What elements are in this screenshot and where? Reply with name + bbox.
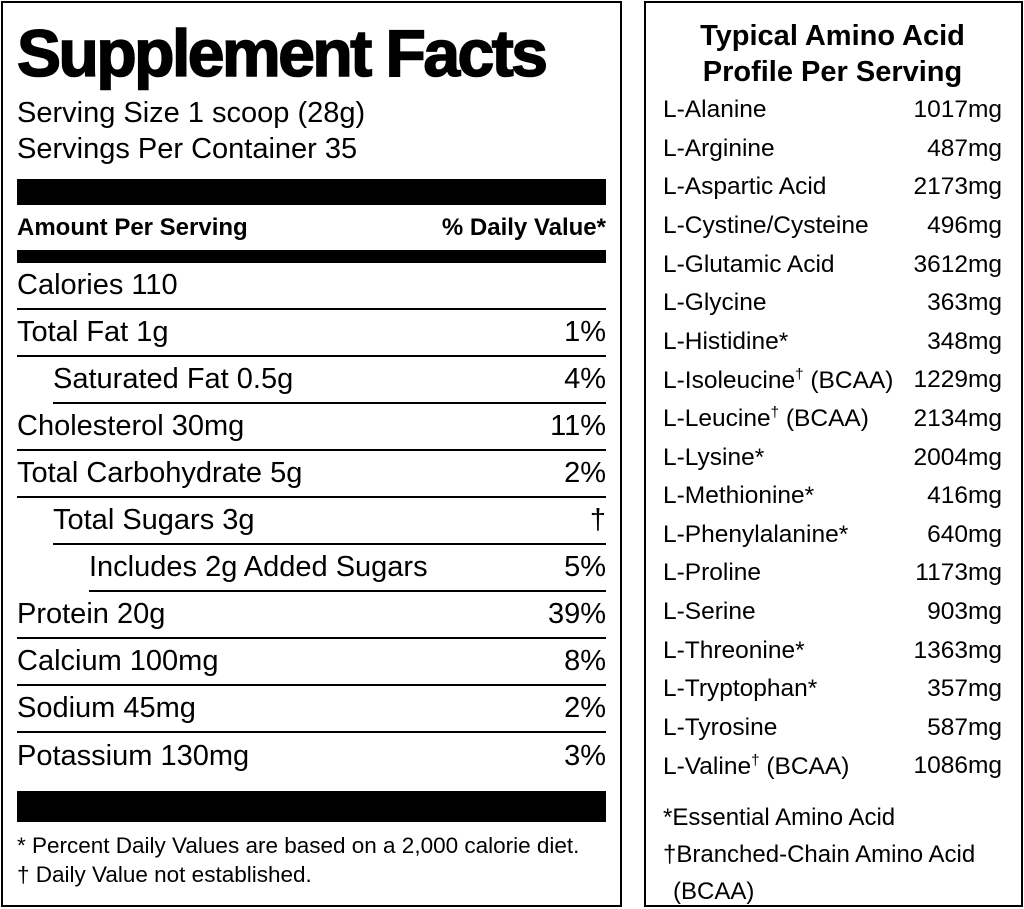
amino-acid-name: L-Tryptophan* xyxy=(663,675,818,703)
nutrition-row xyxy=(17,639,606,686)
nutrition-label: Includes 2g Added Sugars xyxy=(89,551,428,584)
amino-acid-name: L-Isoleucine† (BCAA) xyxy=(663,365,894,395)
amino-acid-name: L-Methionine* xyxy=(663,482,815,510)
nutrition-row xyxy=(17,592,606,639)
amino-acid-amount: 2004mg xyxy=(913,443,1002,471)
nutrition-label: Calcium 100mg xyxy=(17,645,219,678)
amino-acid-name: L-Glycine xyxy=(663,289,767,317)
amino-acid-rows xyxy=(663,91,1002,786)
amino-acid-amount: 2134mg xyxy=(913,405,1002,433)
footnote-daily-values: * Percent Daily Values are based on a 2,000 calorie diet. xyxy=(17,833,580,859)
amino-acid-amount: 587mg xyxy=(927,713,1002,741)
amino-acid-footnotes xyxy=(663,799,1002,909)
nutrition-label: Sodium 45mg xyxy=(17,692,196,725)
amino-acid-row xyxy=(663,361,1002,400)
serving-size-text: Serving Size 1 scoop (28g) xyxy=(17,97,366,130)
amino-acid-title-line2: Profile Per Serving xyxy=(702,56,963,88)
amino-acid-name: L-Leucine† (BCAA) xyxy=(663,404,869,433)
amino-acid-row xyxy=(663,593,1002,632)
amino-acid-name: L-Arginine xyxy=(663,134,775,162)
amino-acid-name: L-Cystine/Cysteine xyxy=(663,212,869,240)
amino-acid-row xyxy=(663,438,1002,477)
daily-value-label: % Daily Value* xyxy=(441,214,606,242)
bcaa-dagger-marker: † xyxy=(795,365,804,383)
amino-acid-row xyxy=(663,554,1002,593)
nutrition-label: Potassium 130mg xyxy=(17,740,250,773)
amino-acid-name: L-Aspartic Acid xyxy=(663,173,827,201)
servings-per-container-text: Servings Per Container 35 xyxy=(17,133,358,166)
amino-acid-row xyxy=(663,400,1002,439)
nutrition-row xyxy=(53,498,606,545)
amino-acid-row xyxy=(663,709,1002,748)
amino-acid-name: L-Histidine* xyxy=(663,327,789,355)
nutrition-label: Saturated Fat 0.5g xyxy=(53,363,294,396)
amino-acid-row xyxy=(663,631,1002,670)
divider-bar-bottom xyxy=(17,791,606,822)
nutrition-label: Protein 20g xyxy=(17,598,166,631)
footnote-not-established: † Daily Value not established. xyxy=(17,861,312,887)
amino-acid-footnote: †Branched-Chain Amino Acid (BCAA) xyxy=(663,840,976,905)
amino-acid-amount: 416mg xyxy=(927,482,1002,510)
amino-acid-panel xyxy=(644,1,1023,907)
amino-acid-amount: 2173mg xyxy=(913,173,1002,201)
amino-acid-row xyxy=(663,130,1002,169)
amino-acid-amount: 1086mg xyxy=(913,752,1002,780)
nutrition-row xyxy=(17,686,606,733)
amino-acid-amount: 348mg xyxy=(927,327,1002,355)
nutrition-row xyxy=(17,733,606,780)
bcaa-dagger-marker: † xyxy=(751,751,760,769)
supplement-footnotes xyxy=(17,832,606,889)
supplement-facts-panel xyxy=(1,1,622,907)
amino-acid-row xyxy=(663,670,1002,709)
nutrition-daily-value: 3% xyxy=(564,740,606,773)
nutrition-daily-value: 5% xyxy=(564,551,606,584)
amino-acid-name: L-Glutamic Acid xyxy=(663,250,835,278)
amino-acid-amount: 640mg xyxy=(927,520,1002,548)
nutrition-label: Cholesterol 30mg xyxy=(17,410,245,443)
nutrition-daily-value: 2% xyxy=(564,692,606,725)
amino-acid-name: L-Phenylalanine* xyxy=(663,520,849,548)
amino-acid-name: L-Threonine* xyxy=(663,636,805,664)
nutrition-daily-value: † xyxy=(589,504,606,537)
nutrition-header-row xyxy=(17,215,606,241)
amino-acid-amount: 1363mg xyxy=(913,636,1002,664)
nutrition-label: Total Sugars 3g xyxy=(53,504,255,537)
amino-acid-footnote: *Essential Amino Acid xyxy=(663,803,896,831)
nutrition-row xyxy=(17,451,606,498)
amino-acid-name: L-Lysine* xyxy=(663,443,765,471)
amino-acid-row xyxy=(663,168,1002,207)
supplement-facts-title: Supplement Facts xyxy=(17,16,546,90)
nutrition-daily-value: 1% xyxy=(564,316,606,349)
bcaa-dagger-marker: † xyxy=(770,404,780,422)
amino-acid-name: L-Valine† (BCAA) xyxy=(663,751,850,780)
amino-acid-amount: 1173mg xyxy=(915,559,1002,587)
amino-acid-title-line1: Typical Amino Acid xyxy=(700,20,965,52)
amino-acid-name: L-Proline xyxy=(663,559,762,587)
amino-acid-amount: 1229mg xyxy=(913,366,1002,394)
amino-acid-row xyxy=(663,207,1002,246)
amino-acid-amount: 496mg xyxy=(927,212,1002,240)
nutrition-daily-value: 4% xyxy=(564,363,606,396)
amino-acid-name: L-Alanine xyxy=(663,96,767,124)
nutrition-label: Total Carbohydrate 5g xyxy=(17,457,303,490)
nutrition-label: Calories 110 xyxy=(17,269,178,302)
nutrition-row xyxy=(17,404,606,451)
nutrition-label: Total Fat 1g xyxy=(17,316,169,349)
amino-acid-row xyxy=(663,245,1002,284)
amino-acid-row xyxy=(663,477,1002,516)
nutrition-daily-value: 11% xyxy=(550,410,606,443)
amino-acid-name: L-Serine xyxy=(663,598,756,626)
amino-acid-row xyxy=(663,284,1002,323)
nutrition-rows xyxy=(17,263,606,780)
amino-acid-amount: 903mg xyxy=(927,598,1002,626)
nutrition-daily-value: 39% xyxy=(547,598,606,631)
divider-bar-top xyxy=(17,179,606,205)
nutrition-row xyxy=(53,357,606,404)
amino-acid-amount: 363mg xyxy=(927,289,1002,317)
amino-acid-amount: 357mg xyxy=(927,675,1002,703)
amount-per-serving-label: Amount Per Serving xyxy=(17,214,248,242)
amino-acid-row xyxy=(663,747,1002,786)
nutrition-row xyxy=(17,263,606,310)
amino-acid-name: L-Tyrosine xyxy=(663,713,778,741)
amino-acid-amount: 487mg xyxy=(927,134,1002,162)
amino-acid-row xyxy=(663,516,1002,555)
divider-bar-header xyxy=(17,250,606,263)
amino-acid-row xyxy=(663,323,1002,362)
amino-acid-amount: 3612mg xyxy=(913,250,1002,278)
nutrition-row xyxy=(17,310,606,357)
amino-acid-amount: 1017mg xyxy=(913,96,1002,124)
nutrition-daily-value: 2% xyxy=(564,457,606,490)
amino-acid-row xyxy=(663,91,1002,130)
amino-acid-title xyxy=(663,18,1002,90)
nutrition-daily-value: 8% xyxy=(564,645,606,678)
nutrition-row xyxy=(89,545,606,592)
